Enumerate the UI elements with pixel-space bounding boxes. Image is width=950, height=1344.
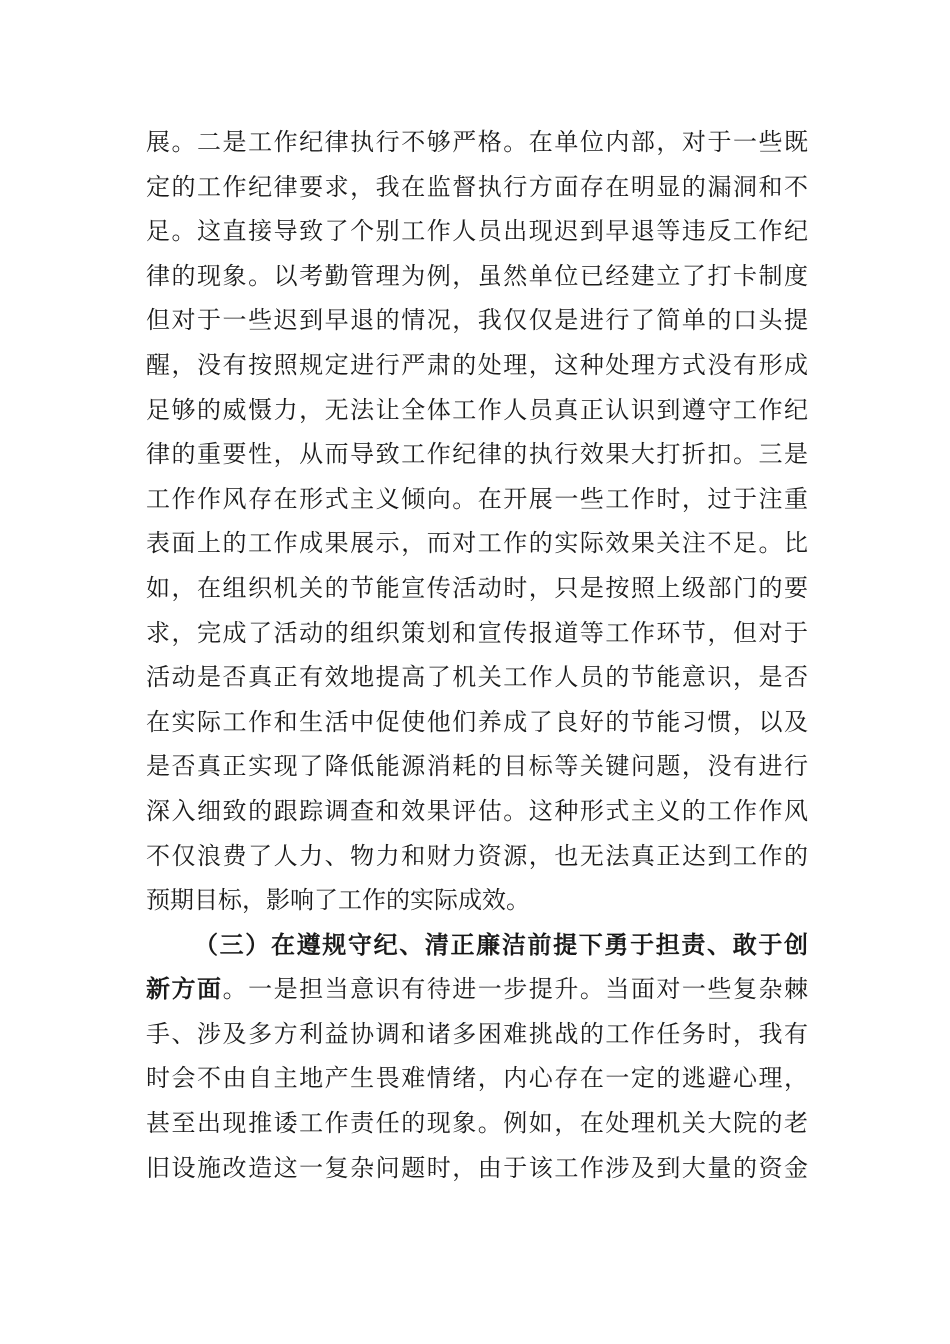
text-run: 深入细致的跟踪调查和效果评估。这种形式主义的工作作风	[146, 796, 808, 825]
text-line-21	[146, 1012, 808, 1057]
text-line-17	[146, 834, 808, 879]
text-run: 醒，没有按照规定进行严肃的处理，这种处理方式没有形成	[146, 350, 808, 379]
bold-run: 新方面	[146, 974, 223, 1004]
text-run: 在实际工作和生活中促使他们养成了良好的节能习惯，以及	[146, 707, 808, 736]
text-line-12	[146, 611, 808, 656]
text-run: 手、涉及多方利益协调和诸多困难挑战的工作任务时，我有	[146, 1019, 808, 1048]
body-text	[146, 120, 808, 1190]
text-run: 旧设施改造这一复杂问题时，由于该工作涉及到大量的资金	[146, 1153, 808, 1182]
text-line-7	[146, 388, 808, 433]
text-run: 不仅浪费了人力、物力和财力资源，也无法真正达到工作的	[146, 841, 808, 870]
text-line-4	[146, 254, 808, 299]
text-run: 甚至出现推诿工作责任的现象。例如，在处理机关大院的老	[146, 1109, 808, 1138]
text-run: 活动是否真正有效地提高了机关工作人员的节能意识，是否	[146, 663, 808, 692]
text-run: 。一是担当意识有待进一步提升。当面对一些复杂棘	[222, 975, 809, 1004]
text-line-11	[146, 566, 808, 611]
text-line-13	[146, 655, 808, 700]
text-run: 时会不由自主地产生畏难情绪，内心存在一定的逃避心理，	[146, 1064, 808, 1093]
text-run: 是否真正实现了降低能源消耗的目标等关键问题，没有进行	[146, 752, 808, 781]
text-run: 律的现象。以考勤管理为例，虽然单位已经建立了打卡制度	[146, 261, 808, 290]
text-run: 表面上的工作成果展示，而对工作的实际效果关注不足。比	[146, 529, 808, 558]
text-run: 求，完成了活动的组织策划和宣传报道等工作环节，但对于	[146, 618, 808, 647]
text-line-8	[146, 432, 808, 477]
text-run: 工作作风存在形式主义倾向。在开展一些工作时，过于注重	[146, 484, 808, 513]
text-line-2	[146, 165, 808, 210]
text-line-16	[146, 789, 808, 834]
text-line-23	[146, 1101, 808, 1146]
text-line-6	[146, 343, 808, 388]
text-line-18	[146, 878, 808, 923]
text-run: 足。这直接导致了个别工作人员出现迟到早退等违反工作纪	[146, 217, 808, 246]
section-heading-line	[146, 923, 808, 968]
text-line-22	[146, 1056, 808, 1101]
text-line-15	[146, 744, 808, 789]
text-line-3	[146, 209, 808, 254]
text-run: 律的重要性，从而导致工作纪律的执行效果大打折扣。三是	[146, 440, 808, 469]
bold-run: （三）在遵规守纪、清正廉洁前提下勇于担责、敢于创	[194, 929, 808, 959]
text-line-24	[146, 1146, 808, 1191]
text-line-5	[146, 298, 808, 343]
text-run: 如，在组织机关的节能宣传活动时，只是按照上级部门的要	[146, 573, 808, 602]
text-run: 定的工作纪律要求，我在监督执行方面存在明显的漏洞和不	[146, 172, 808, 201]
text-line-9	[146, 477, 808, 522]
text-run: 足够的威慑力，无法让全体工作人员真正认识到遵守工作纪	[146, 395, 808, 424]
text-run: 展。二是工作纪律执行不够严格。在单位内部，对于一些既	[146, 128, 808, 156]
text-line-14	[146, 700, 808, 745]
text-line-1	[146, 120, 808, 165]
text-run: 预期目标，影响了工作的实际成效。	[146, 886, 530, 915]
text-line-10	[146, 521, 808, 566]
text-run: 但对于一些迟到早退的情况，我仅仅是进行了简单的口头提	[146, 306, 808, 335]
text-line-20	[146, 967, 808, 1012]
